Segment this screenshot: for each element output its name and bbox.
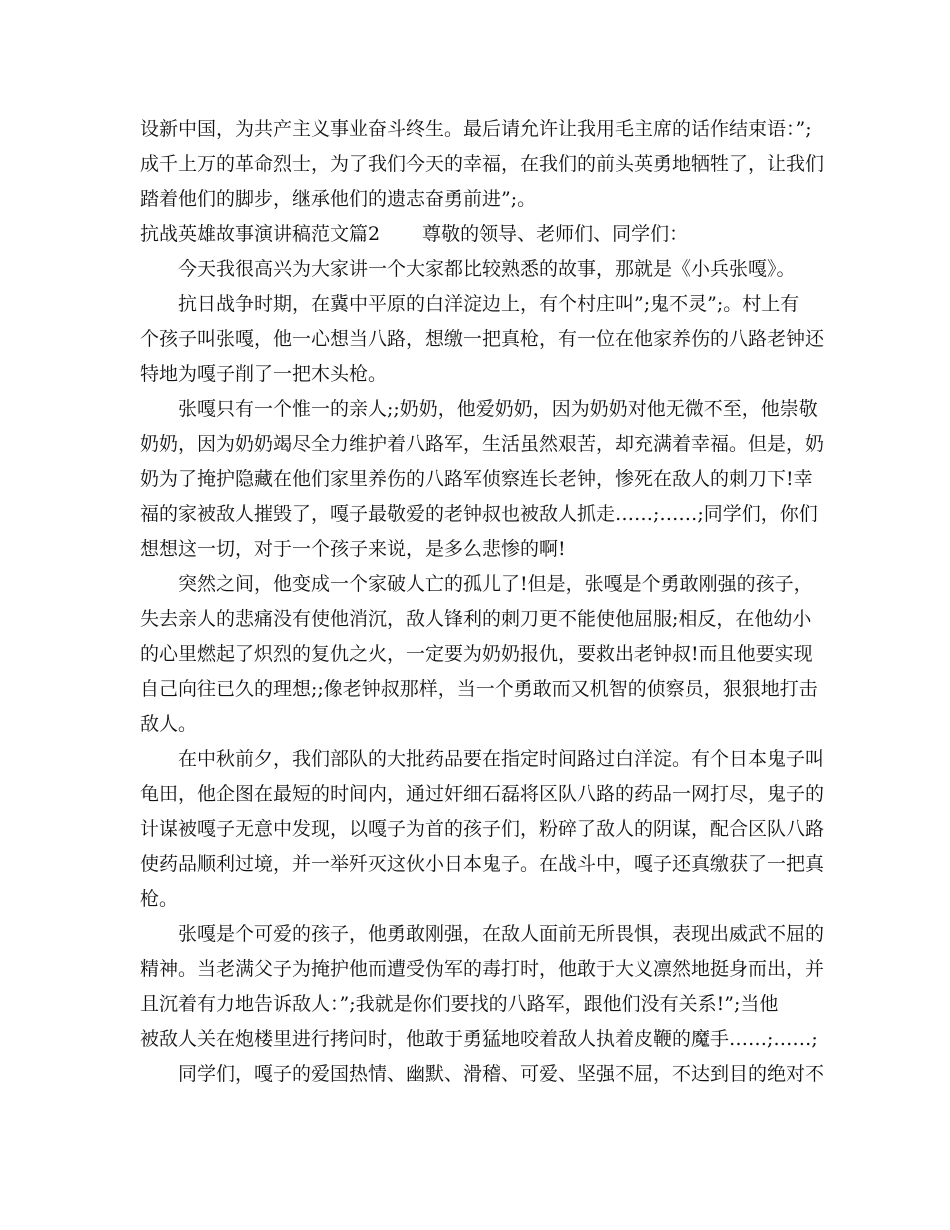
text-line: 同学们，嘎子的爱国热情、幽默、滑稽、可爱、坚强不屈，不达到目的绝对不 — [178, 1063, 825, 1085]
text-line: 抗日战争时期，在冀中平原的白洋淀边上，有个村庄叫”;鬼不灵”;。村上有 — [178, 293, 800, 315]
text-line: 在中秋前夕，我们部队的大批药品要在指定时间路过白洋淀。有个日本鬼子叫 — [178, 748, 825, 770]
text-line: 突然之间，他变成一个家破人亡的孤儿了!但是，张嘎是个勇敢刚强的孩子， — [178, 573, 813, 595]
heading-line — [140, 217, 830, 252]
text-line: 奶奶，因为奶奶竭尽全力维护着八路军，生活虽然艰苦，却充满着幸福。但是，奶 — [140, 433, 825, 455]
text-line: 使药品顺利过境，并一举歼灭这伙小日本鬼子。在战斗中，嘎子还真缴获了一把真 — [140, 853, 825, 875]
text-line: 枪。 — [140, 888, 179, 910]
speech-body — [140, 252, 830, 1092]
greeting: 尊敬的领导、老师们、同学们： — [422, 223, 689, 245]
text-line: 龟田，他企图在最短的时间内，通过奸细石磊将区队八路的药品一网打尽，鬼子的 — [140, 783, 825, 805]
text-line: 被敌人关在炮楼里进行拷问时，他敢于勇猛地咬着敌人执着皮鞭的魔手……;……; — [140, 1028, 818, 1050]
intro-paragraph — [140, 112, 830, 217]
text-line: 想想这一切，对于一个孩子来说，是多么悲惨的啊! — [140, 538, 566, 560]
text-line: 张嘎只有一个惟一的亲人;;奶奶，他爱奶奶，因为奶奶对他无微不至，他崇敬 — [178, 398, 818, 420]
text-line: 且沉着有力地告诉敌人：”;我就是你们要找的八路军，跟他们没有关系!”;当他 — [140, 993, 779, 1015]
text-line: 福的家被敌人摧毁了，嘎子最敬爱的老钟叔也被敌人抓走……;……;同学们，你们 — [140, 503, 818, 525]
text-line: 计谋被嘎子无意中发现，以嘎子为首的孩子们，粉碎了敌人的阴谋，配合区队八路 — [140, 818, 825, 840]
text-line: 敌人。 — [140, 713, 198, 735]
text-line: 奶为了掩护隐藏在他们家里养伤的八路军侦察连长老钟，惨死在敌人的刺刀下!幸 — [140, 468, 813, 490]
text-line: 自己向往已久的理想;;像老钟叔那样，当一个勇敢而又机智的侦察员，狠狠地打击 — [140, 678, 818, 700]
text-line: 特地为嘎子削了一把木头枪。 — [140, 363, 388, 385]
text-line: 张嘎是个可爱的孩子，他勇敢刚强，在敌人面前无所畏惧，表现出威武不屈的 — [178, 923, 825, 945]
text-line: 精神。当老满父子为掩护他而遭受伪军的毒打时，他敢于大义凛然地挺身而出，并 — [140, 958, 825, 980]
section-title: 抗战英雄故事演讲稿范文篇2 — [140, 223, 381, 245]
text-line: 个孩子叫张嘎，他一心想当八路，想缴一把真枪，有一位在他家养伤的八路老钟还 — [140, 328, 825, 350]
text-line: 失去亲人的悲痛没有使他消沉，敌人锋利的刺刀更不能使他屈服;相反，在他幼小 — [140, 608, 812, 630]
document-body — [140, 112, 830, 1092]
text-line: 踏着他们的脚步，继承他们的遗志奋勇前进”;。 — [140, 188, 537, 210]
text-line: 今天我很高兴为大家讲一个大家都比较熟悉的故事，那就是《小兵张嘎》。 — [178, 258, 796, 280]
text-line: 设新中国，为共产主义事业奋斗终生。最后请允许让我用毛主席的话作结束语：”; — [140, 118, 812, 140]
text-line: 的心里燃起了炽烈的复仇之火，一定要为奶奶报仇，要救出老钟叔!而且他要实现 — [140, 643, 813, 665]
text-line: 成千上万的革命烈士，为了我们今天的幸福，在我们的前头英勇地牺牲了，让我们 — [140, 153, 825, 175]
